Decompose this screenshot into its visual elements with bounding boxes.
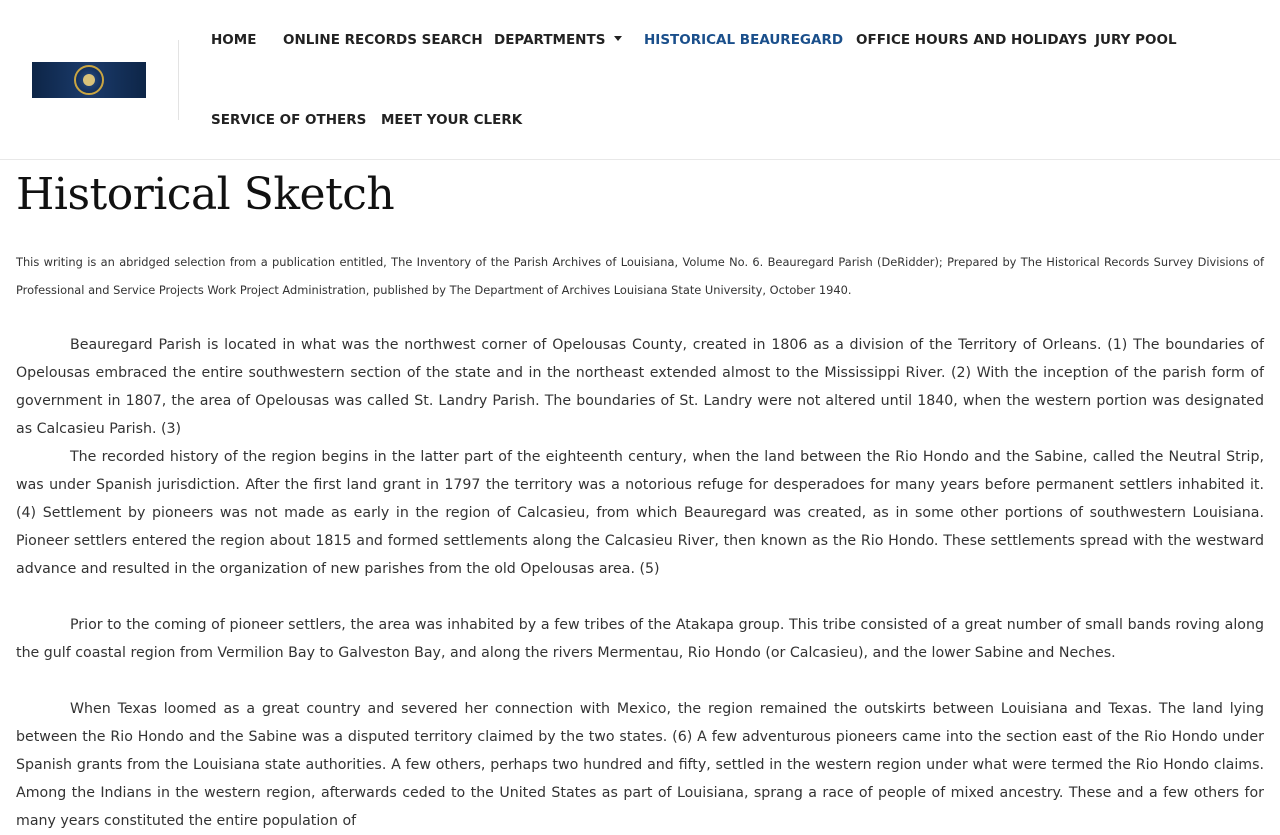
site-header [0, 0, 1280, 160]
nav-online-records-search[interactable]: ONLINE RECORDS SEARCH [283, 32, 483, 48]
page-title: Historical Sketch [16, 169, 395, 220]
intro-note: This writing is an abridged selection from a publication entitled, The Inventory of the Parish Archives of Louisiana, Volume No. 6. Beauregard Parish (DeRidder); Prepared by The Historical Records Survey Divisions of Professional and Service Projects Work Project Administration, published by The Department of Archives Louisiana State University, October 1940. [16, 255, 1264, 297]
history-paragraph: When Texas loomed as a great country and severed her connection with Mexico, the region remained the outskirts between Louisiana and Texas. The land lying between the Rio Hondo and the Sabine was a disputed territory claimed by the two states. (6) A few adventurous pioneers came into the section east of the Rio Hondo under Spanish grants from the Louisiana state authorities. A few others, perhaps two hundred and fifty, settled in the western region under what were termed the Rio Hondo claims. Among the Indians in the western region, afterwards ceded to the United States as part of Louisiana, sprang a race of people of mixed ancestry. These and a few others for many years constituted the entire population of [16, 701, 1264, 829]
nav-departments[interactable] [494, 30, 622, 50]
nav-meet-your-clerk[interactable]: MEET YOUR CLERK [381, 112, 523, 128]
nav-jury-pool[interactable]: JURY POOL [1095, 32, 1177, 48]
nav-historical-beauregard[interactable]: HISTORICAL BEAUREGARD [644, 32, 844, 48]
chevron-down-icon [614, 36, 622, 41]
nav-service-of-others[interactable]: SERVICE OF OTHERS [211, 112, 367, 128]
header-divider [178, 40, 179, 120]
clerk-of-court-logo[interactable] [32, 62, 146, 98]
history-paragraph: Prior to the coming of pioneer settlers, the area was inhabited by a few tribes of the Atakapa group. This tribe consisted of a great number of small bands roving along the gulf coastal region from Vermilion Bay to Galveston Bay, and along the rivers Mermentau, Rio Hondo (or Calcasieu), and the lower Sabine and Neches. [16, 617, 1264, 661]
nav-departments-label: DEPARTMENTS [494, 32, 606, 48]
seal-emblem [83, 74, 95, 86]
nav-office-hours-and-holidays[interactable]: OFFICE HOURS AND HOLIDAYS [856, 32, 1088, 48]
history-paragraph: Beauregard Parish is located in what was the northwest corner of Opelousas County, created in 1806 as a division of the Territory of Orleans. (1) The boundaries of Opelousas embraced the entire southwestern section of the state and in the northeast extended almost to the Mississippi River. (2) With the inception of the parish form of government in 1807, the area of Opelousas was called St. Landry Parish. The boundaries of St. Landry were not altered until 1840, when the western portion was designated as Calcasieu Parish. (3) [16, 337, 1264, 437]
parish-seal-icon [74, 65, 104, 95]
history-paragraph: The recorded history of the region begins in the latter part of the eighteenth century, when the land between the Rio Hondo and the Sabine, called the Neutral Strip, was under Spanish jurisdiction. After the first land grant in 1797 the territory was a notorious refuge for desperadoes for many years before permanent settlers inhabited it. (4) Settlement by pioneers was not made as early in the region of Calcasieu, from which Beauregard was created, as in some other portions of southwestern Louisiana. Pioneer settlers entered the region about 1815 and formed settlements along the Calcasieu River, then known as the Rio Hondo. These settlements spread with the westward advance and resulted in the organization of new parishes from the old Opelousas area. (5) [16, 449, 1264, 577]
nav-home[interactable]: HOME [211, 32, 257, 48]
